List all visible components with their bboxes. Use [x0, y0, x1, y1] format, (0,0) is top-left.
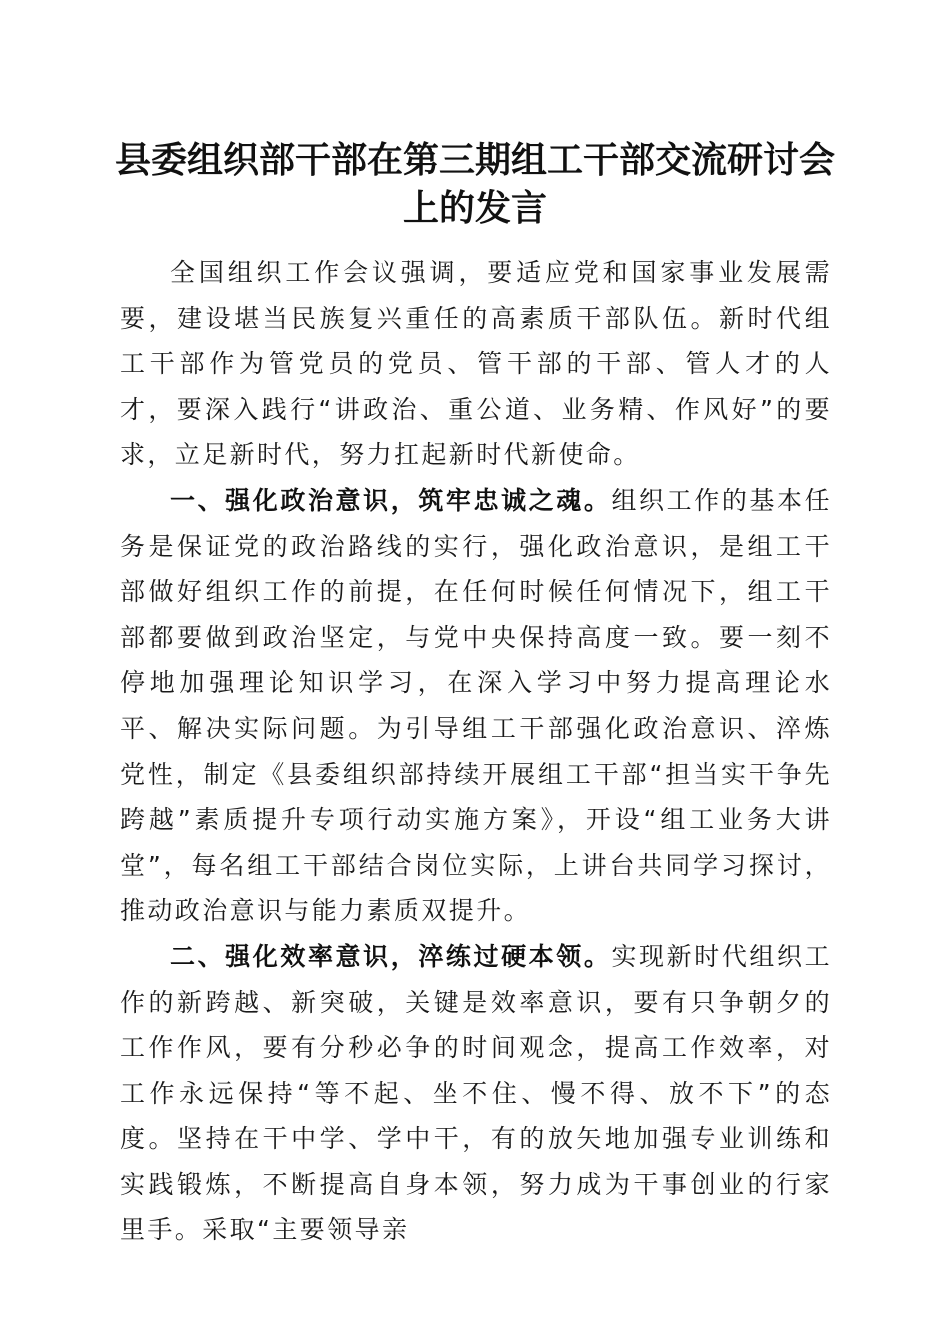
section-heading-1: 一、强化政治意识，筑牢忠诚之魂。 [170, 485, 612, 515]
section-heading-2: 二、强化效率意识，淬练过硬本领。 [170, 941, 612, 971]
section-text-1: 组织工作的基本任务是保证党的政治路线的实行，强化政治意识，是组工干部做好组织工作的前提，在任何时候任何情况下，组工干部都要做到政治坚定，与党中央保持高度一致。要一刻不停地加强理论知识学习，在深入学习中努力提高理论水平、解决实际问题。为引导组工干部强化政治意识、淬炼党性，制定《县委组织部持续开展组工干部“担当实干争先跨越”素质提升专项行动实施方案》，开设“组工业务大讲堂”，每名组工干部结合岗位实际，上讲台共同学习探讨，推动政治意识与能力素质双提升。 [120, 485, 833, 926]
document-body [120, 250, 832, 1253]
section-text-2: 实现新时代组织工作的新跨越、新突破，关键是效率意识，要有只争朝夕的工作作风，要有分秒必争的时间观念，提高工作效率，对工作永远保持“等不起、坐不住、慢不得、放不下”的态度。坚持在干中学、学中干，有的放矢地加强专业训练和实践锻炼，不断提高自身本领，努力成为干事创业的行家里手。采取“主要领导亲 [120, 941, 833, 1245]
document-title: 县委组织部干部在第三期组工干部交流研讨会上的发言 [114, 139, 835, 229]
section-paragraph-2 [120, 934, 832, 1253]
section-paragraph-1 [120, 478, 832, 934]
intro-paragraph: 全国组织工作会议强调，要适应党和国家事业发展需要，建设堪当民族复兴重任的高素质干部队伍。新时代组工干部作为管党员的党员、管干部的干部、管人才的人才，要深入践行“讲政治、重公道、业务精、作风好”的要求，立足新时代，努力扛起新时代新使命。 [120, 258, 832, 470]
